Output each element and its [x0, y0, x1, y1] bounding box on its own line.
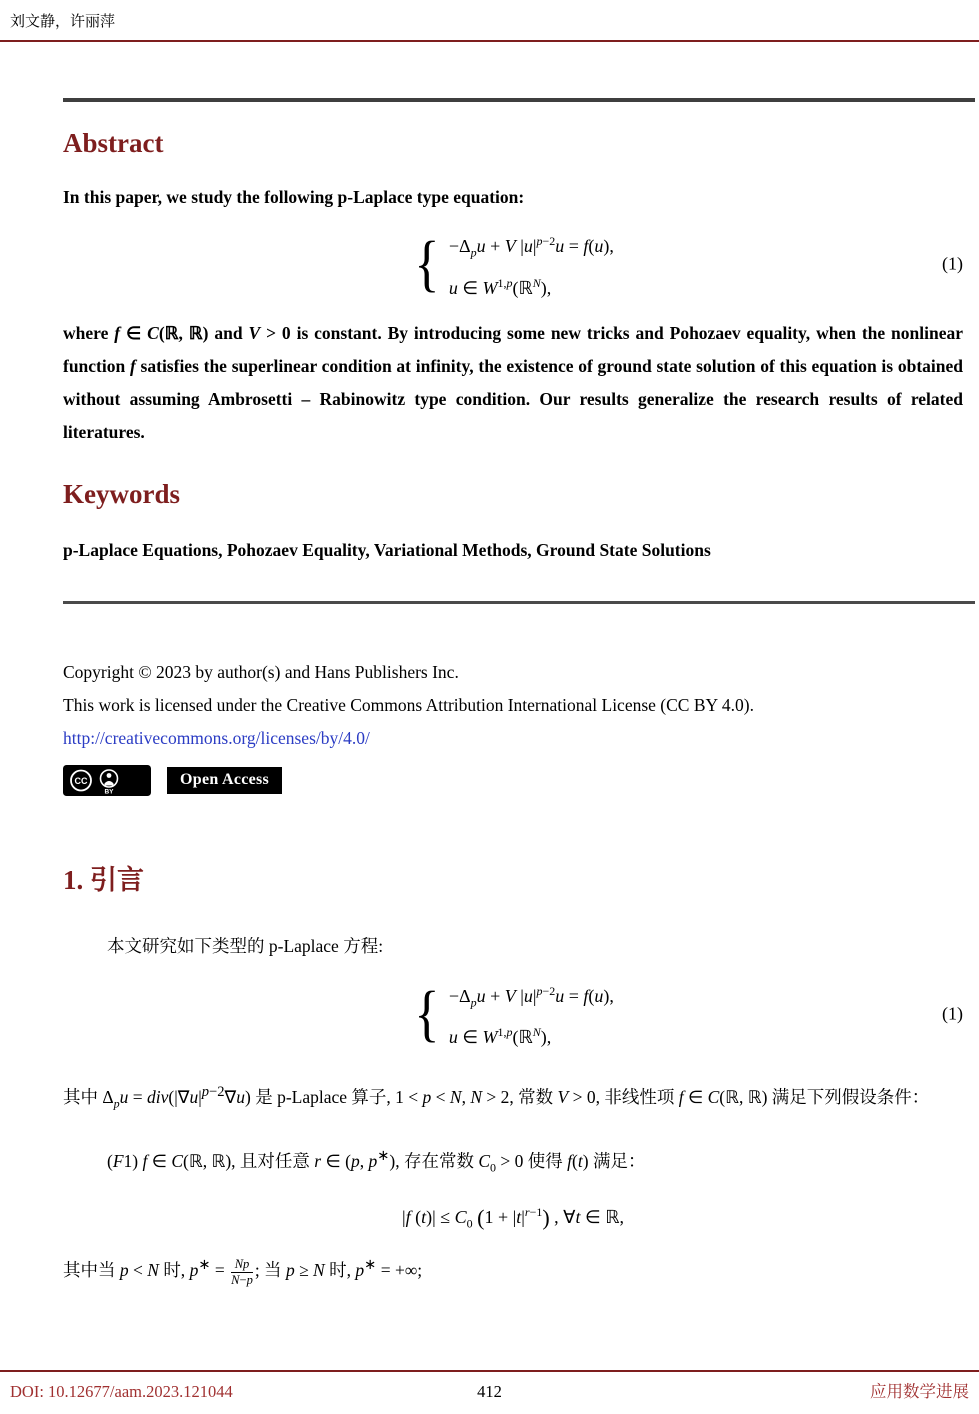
- abstract-title: Abstract: [63, 128, 164, 158]
- hypothesis-f1: (F1) f ∈ C(ℝ, ℝ), 且对任意 r ∈ (p, p∗), 存在常数 $C_0 > 0$ 使得 f(t) 满足：: [107, 1147, 646, 1174]
- journal-name: 应用数学进展: [870, 1382, 970, 1401]
- section-1-para-2: 其中 $\Delta_pu = div(|\nabla u|^{p-2}\nabla u)$ 是 p-Laplace 算子, 1 < p < N, N > 2, 常数 V > 0, 非线性项 f ∈ C(ℝ, ℝ) 满足下列假设条件：: [63, 1084, 930, 1111]
- section-1-title: 1. 引言: [63, 864, 144, 895]
- equation-line-2: u ∈ W$^{1,p}$(ℝ$^N$),: [448, 275, 552, 298]
- left-brace: {: [414, 979, 440, 1048]
- author-names: 刘文静，许丽萍: [10, 14, 116, 30]
- page-number: 412: [477, 1382, 502, 1401]
- equation-1-section: [63, 976, 963, 1053]
- license-statement: This work is licensed under the Creative Commons Attribution International License (CC BY 4.0).: [63, 694, 754, 715]
- equation-1-abstract: [63, 226, 963, 303]
- copyright-line: Copyright © 2023 by author(s) and Hans Publishers Inc.: [63, 661, 459, 682]
- cc-by-badge[interactable]: [63, 765, 151, 796]
- abstract-top-rule: [63, 98, 975, 102]
- keywords-text: p-Laplace Equations, Pohozaev Equality, Variational Methods, Ground State Solutions: [63, 539, 711, 560]
- equation-number: (1): [942, 253, 963, 274]
- section-1-para-3: 其中当 p < N 时, p∗ = $\frac{Np}{N-p}$ ; 当 p ≥ N 时, p∗ = +∞;: [63, 1256, 423, 1287]
- license-badges: [63, 765, 963, 796]
- abstract-body: where f ∈ C(ℝ, ℝ) and V > 0 is constant. By introducing some new tricks and Pohozaev equality, when the nonlinear function f satisfies the superlinear condition at infinity, the existence of ground state solution of this equation is obtained without assuming Ambrosetti – Rabinowitz type condition. Our results generalize the research results of related literatures.: [63, 322, 964, 442]
- abstract-intro: In this paper, we study the following p-Laplace type equation:: [63, 187, 525, 207]
- svg-text:CC: CC: [74, 775, 88, 786]
- equation-line-1: $-\Delta_pu + V$ $|u|^{p-2}u = f(u)$,: [448, 983, 614, 1010]
- svg-text:BY: BY: [104, 788, 114, 796]
- license-block: [63, 656, 963, 755]
- equation-number: (1): [942, 1003, 963, 1024]
- section-1-para-1: 本文研究如下类型的 p-Laplace 方程:: [107, 935, 384, 956]
- license-url-link[interactable]: http://creativecommons.org/licenses/by/4.0/: [63, 727, 370, 748]
- header-rule: [0, 40, 979, 42]
- page-footer: [0, 1370, 979, 1414]
- page-content: [63, 98, 963, 1288]
- equation-line-2: u ∈ W$^{1,p}$(ℝ$^N$),: [448, 1025, 552, 1048]
- growth-condition-equation: |f $(t)| \le C_0$ $(1 + |t|^{r-1})$ , ∀t ∈ ℝ,: [402, 1204, 624, 1231]
- keywords-title: Keywords: [63, 478, 180, 509]
- left-brace: {: [414, 230, 440, 299]
- equation-line-1: $-\Delta_pu + V$ $|u|^{p-2}u = f(u)$,: [448, 234, 614, 260]
- doi-text: DOI: 10.12677/aam.2023.121044: [10, 1382, 233, 1401]
- open-access-badge: Open Access: [167, 767, 282, 794]
- section-divider-rule: [63, 601, 975, 604]
